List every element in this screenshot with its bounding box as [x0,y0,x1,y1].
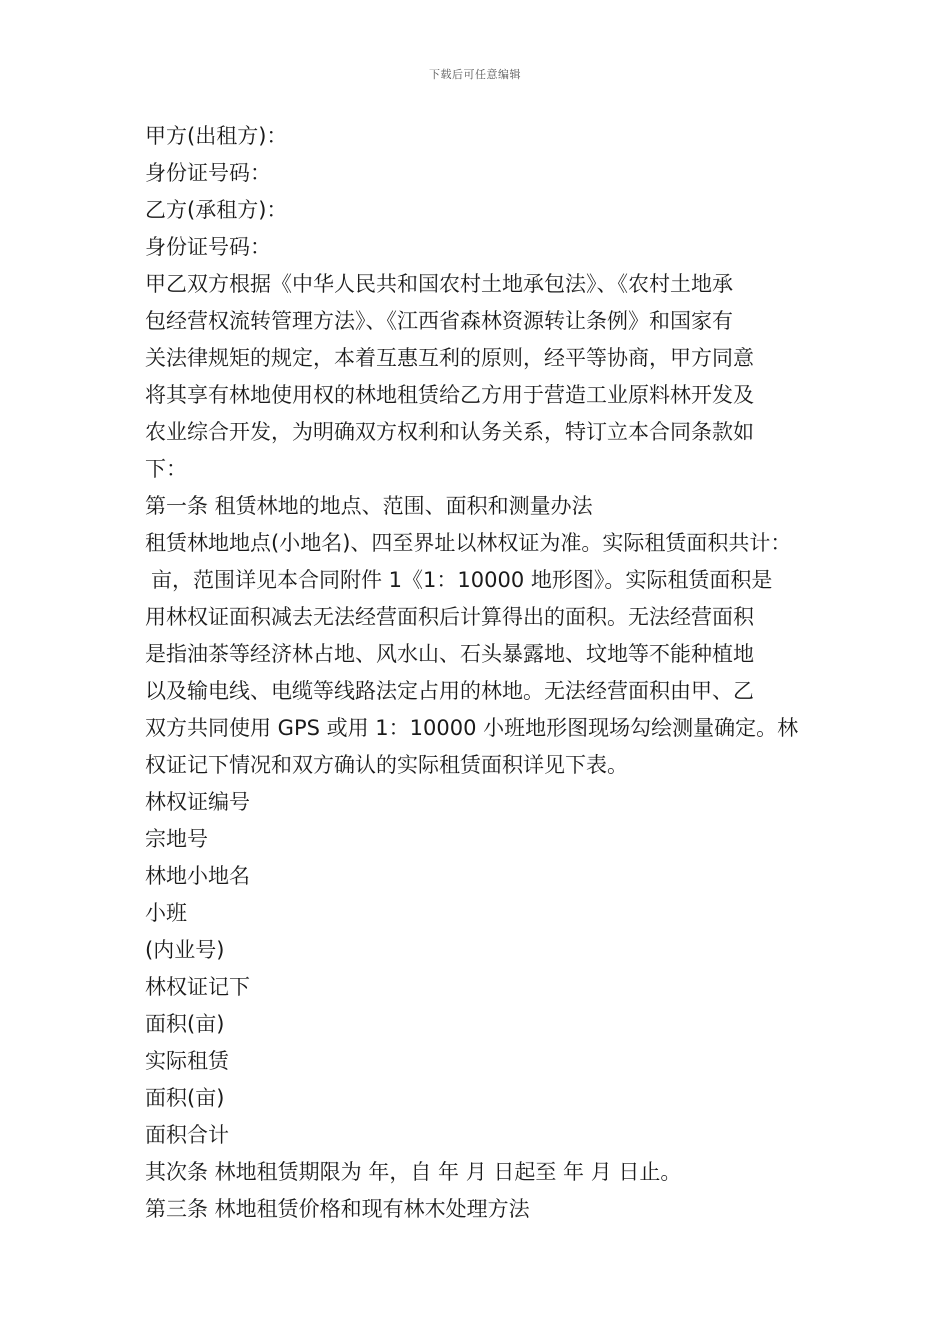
document-body [145,118,815,1228]
party-b-id-label: 身份证号码： [145,235,271,259]
table-header-internal-number: (内业号) [145,938,225,962]
party-a-label: 甲方(出租方)： [145,124,288,148]
article-1-text: 权证记下情况和双方确认的实际租赁面积详见下表。 [145,753,628,777]
table-header-parcel-number: 宗地号 [145,827,208,851]
table-header-area-total: 面积合计 [145,1123,229,1147]
preamble-line: 将其享有林地使用权的林地租赁给乙方用于营造工业原料林开发及 [145,383,754,407]
page-header-note: 下载后可任意编辑 [429,68,521,81]
preamble-line: 甲乙双方根据《中华人民共和国农村土地承包法》、《农村土地承 [145,272,733,296]
article-2-text: 其次条 林地租赁期限为 年，自 年 月 日起至 年 月 日止。 [145,1160,682,1184]
table-header-cert-area-unit: 面积(亩) [145,1012,225,1036]
party-b-label: 乙方(承租方)： [145,198,288,222]
preamble-line: 关法律规矩的规定，本着互惠互利的原则，经平等协商，甲方同意 [145,346,754,370]
article-1-text: 以及输电线、电缆等线路法定占用的林地。无法经营面积由甲、乙 [145,679,754,703]
article-1-text: 亩，范围详见本合同附件 1《1：10000 地形图》。实际租赁面积是 [151,568,773,592]
table-header-cert-area: 林权证记下 [145,975,250,999]
table-header-local-name: 林地小地名 [145,864,250,888]
article-1-text: 用林权证面积减去无法经营面积后计算得出的面积。无法经营面积 [145,605,754,629]
article-1-text: 是指油茶等经济林占地、风水山、石头暴露地、坟地等不能种植地 [145,642,754,666]
party-a-id-label: 身份证号码： [145,161,271,185]
article-1-heading: 第一条 租赁林地的地点、范围、面积和测量办法 [145,494,593,518]
table-header-actual-lease: 实际租赁 [145,1049,229,1073]
table-header-cert-number: 林权证编号 [145,790,250,814]
article-1-text: 双方共同使用 GPS 或用 1：10000 小班地形图现场勾绘测量确定。林 [145,716,799,740]
table-header-actual-area-unit: 面积(亩) [145,1086,225,1110]
table-header-subcompartment: 小班 [145,901,187,925]
article-1-text: 租赁林地地点(小地名)、四至界址以林权证为准。实际租赁面积共计： [145,531,792,555]
preamble-line: 下： [145,457,187,481]
preamble-line: 包经营权流转管理方法》、《江西省森林资源转让条例》和国家有 [145,309,733,333]
preamble-line: 农业综合开发，为明确双方权利和认务关系，特订立本合同条款如 [145,420,754,444]
article-3-heading: 第三条 林地租赁价格和现有林木处理方法 [145,1197,530,1221]
